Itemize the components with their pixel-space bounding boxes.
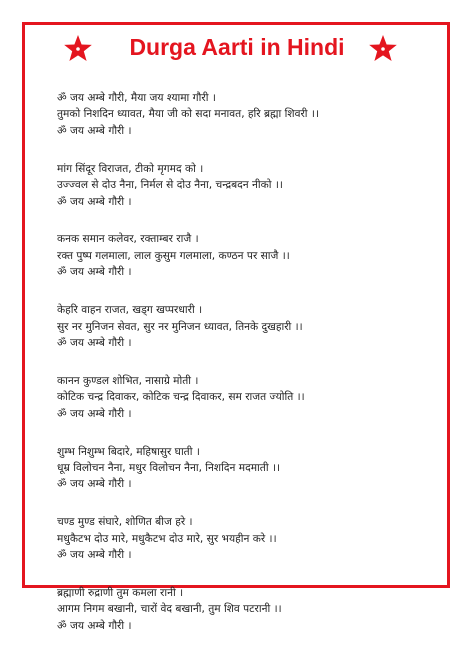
verse-line: धूम्र विलोचन नैना, मधुर विलोचन नैना, निशदिन मदमाती ।। <box>57 462 280 474</box>
verse-line: रक्त पुष्प गलमाला, लाल कुसुम गलमाला, कण्ठन पर साजै ।। <box>57 249 290 262</box>
page-title: Durga Aarti in Hindi <box>129 34 345 60</box>
refrain-line: ॐ जय अम्बे गौरी । <box>57 266 132 279</box>
refrain-line: ॐ जय अम्बे गौरी । <box>57 478 132 491</box>
verse-line: शुम्भ निशुम्भ बिदारे, महिषासुर घाती । <box>57 445 200 458</box>
verse-line: उज्ज्वल से दोउ नैना, निर्मल से दोउ नैना, चन्द्रबदन नीको ।। <box>57 179 283 192</box>
verse-line: चण्ड मुण्ड संघारे, शोणित बीज हरे । <box>57 516 193 529</box>
stanza <box>57 90 437 139</box>
refrain-line: ॐ जय अम्बे गौरी । <box>57 549 132 562</box>
stanza <box>57 373 437 422</box>
stanza <box>57 161 437 210</box>
stanza <box>57 444 437 493</box>
verse-line: ब्रह्माणी रुद्राणी तुम कमला रानी । <box>57 587 184 600</box>
stanza <box>57 302 437 351</box>
aarti-text <box>57 90 437 656</box>
verse-line: तुमको निशदिन ध्यावत, मैया जी को सदा मनावत, हरि ब्रह्मा शिवरी ।। <box>57 108 319 121</box>
refrain-line: ॐ जय अम्बे गौरी । <box>57 407 132 420</box>
stanza <box>57 231 437 280</box>
red-star-icon <box>368 34 398 64</box>
verse-line: ॐ जय अम्बे गौरी, मैया जय श्यामा गौरी । <box>57 92 216 104</box>
refrain-line: ॐ जय अम्बे गौरी । <box>57 195 132 208</box>
stanza <box>57 585 437 634</box>
verse-line: कनक समान कलेवर, रक्ताम्बर राजै । <box>57 233 199 246</box>
refrain-line: ॐ जय अम्बे गौरी । <box>57 619 132 632</box>
stanza <box>57 514 437 563</box>
verse-line: कोटिक चन्द्र दिवाकर, कोटिक चन्द्र दिवाकर, सम राजत ज्योति ।। <box>57 391 305 404</box>
refrain-line: ॐ जय अम्बे गौरी । <box>57 124 132 137</box>
verse-line: केहरि वाहन राजत, खड्ग खप्परधारी । <box>57 304 203 317</box>
verse-line: सुर नर मुनिजन सेवत, सुर नर मुनिजन ध्यावत, तिनके दुखहारी ।। <box>57 320 303 333</box>
verse-line: मांग सिंदूर विराजत, टीको मृगमद को । <box>57 162 204 175</box>
verse-line: आगम निगम बखानी, चारों वेद बखानी, तुम शिव पटरानी ।। <box>57 603 282 616</box>
verse-line: मधुकैटभ दोउ मारे, मधुकैटभ दोउ मारे, सुर भयहीन करे ।। <box>57 532 277 545</box>
refrain-line: ॐ जय अम्बे गौरी । <box>57 336 132 349</box>
verse-line: कानन कुण्डल शोभित, नासाग्रे मोती । <box>57 374 199 387</box>
